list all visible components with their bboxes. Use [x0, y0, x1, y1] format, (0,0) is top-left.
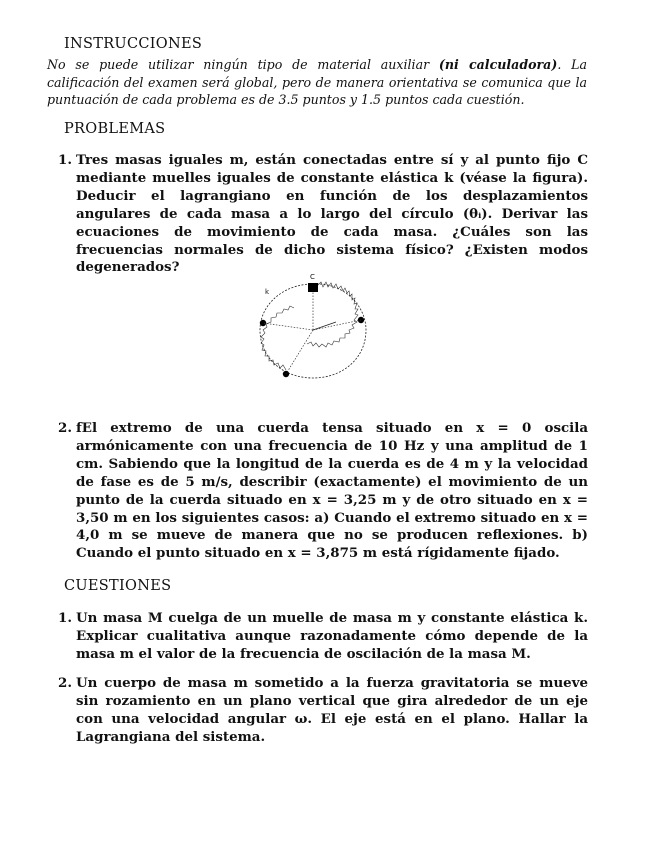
question-2-text: Un cuerpo de masa m sometido a la fuerza gravitatoria se mueve sin rozamiento en un plano vertical que gira alrededor de un eje con una velocidad angular ω. El eje está en el plano. Hallar la Lagrangiana del sistema.: [76, 675, 588, 745]
radius-line-1: [263, 323, 313, 330]
problems-heading: PROBLEMAS: [64, 121, 166, 137]
instructions-heading: INSTRUCCIONES: [64, 36, 203, 52]
radius-line-2: [313, 320, 361, 330]
questions-heading: CUESTIONES: [64, 578, 172, 594]
problem-2-text: fEl extremo de una cuerda tensa situado en x = 0 oscila armónicamente con una frecuencia de 10 Hz y una amplitud de 1 cm. Sabiendo que la longitud de la cuerda es de 4 m y la velocidad de fase es de 5 m/s, describir (exactamente) el movimiento de un punto de la cuerda situado en x = 3,25 m y de otro situado en x = 3,50 m en los siguientes casos: a) Cuando el extremo situado en x = 4,0 m se mueve de manera que no se producen reflexiones. b) Cuando el punto situado en x = 3,875 m está rígidamente fijado.: [76, 420, 588, 562]
problem-2-number: 2.: [58, 420, 72, 436]
fixed-point-c: [308, 283, 318, 292]
instructions-text-start: No se puede utilizar ningún tipo de material auxiliar: [47, 57, 439, 72]
instructions-bold-note: (ni calculadora): [438, 57, 558, 72]
problem-1-number: 1.: [58, 152, 72, 168]
question-1: [58, 610, 588, 664]
circular-spring-zigzag: [261, 282, 358, 370]
springs-circle-figure: [248, 270, 378, 390]
radius-line-3: [286, 330, 313, 374]
problem-2: [58, 420, 588, 563]
question-1-number: 1.: [58, 610, 72, 626]
instructions-text: [47, 56, 587, 109]
label-k: k: [265, 288, 270, 296]
label-c: C: [310, 273, 315, 281]
question-1-text: Un masa M cuelga de un muelle de masa m y constante elástica k. Explicar cualitativa aunque razonadamente cómo depende de la masa m el valor de la frecuencia de oscilación de la masa M.: [76, 610, 588, 662]
radius-arrow: [313, 322, 336, 330]
problem-1: [58, 152, 588, 277]
springs-diagram: [248, 270, 378, 390]
problem-1-text: Tres masas iguales m, están conectadas entre sí y al punto fijo C mediante muelles iguales de constante elástica k (véase la figura). Deducir el lagrangiano en función de los desplazamientos angulares de cada masa a lo largo del círculo (θᵢ). Derivar las ecuaciones de movimiento de cada masa. ¿Cuáles son las frecuencias normales de dicho sistema físico? ¿Existen modos degenerados?: [76, 152, 588, 276]
question-2-number: 2.: [58, 675, 72, 691]
instructions-text-end: . La calificación del examen será global, pero de manera orientativa se comunica que la puntuación de cada problema es de 3.5 puntos y 1.5 puntos cada cuestión.: [47, 57, 587, 107]
question-2: [58, 675, 588, 747]
